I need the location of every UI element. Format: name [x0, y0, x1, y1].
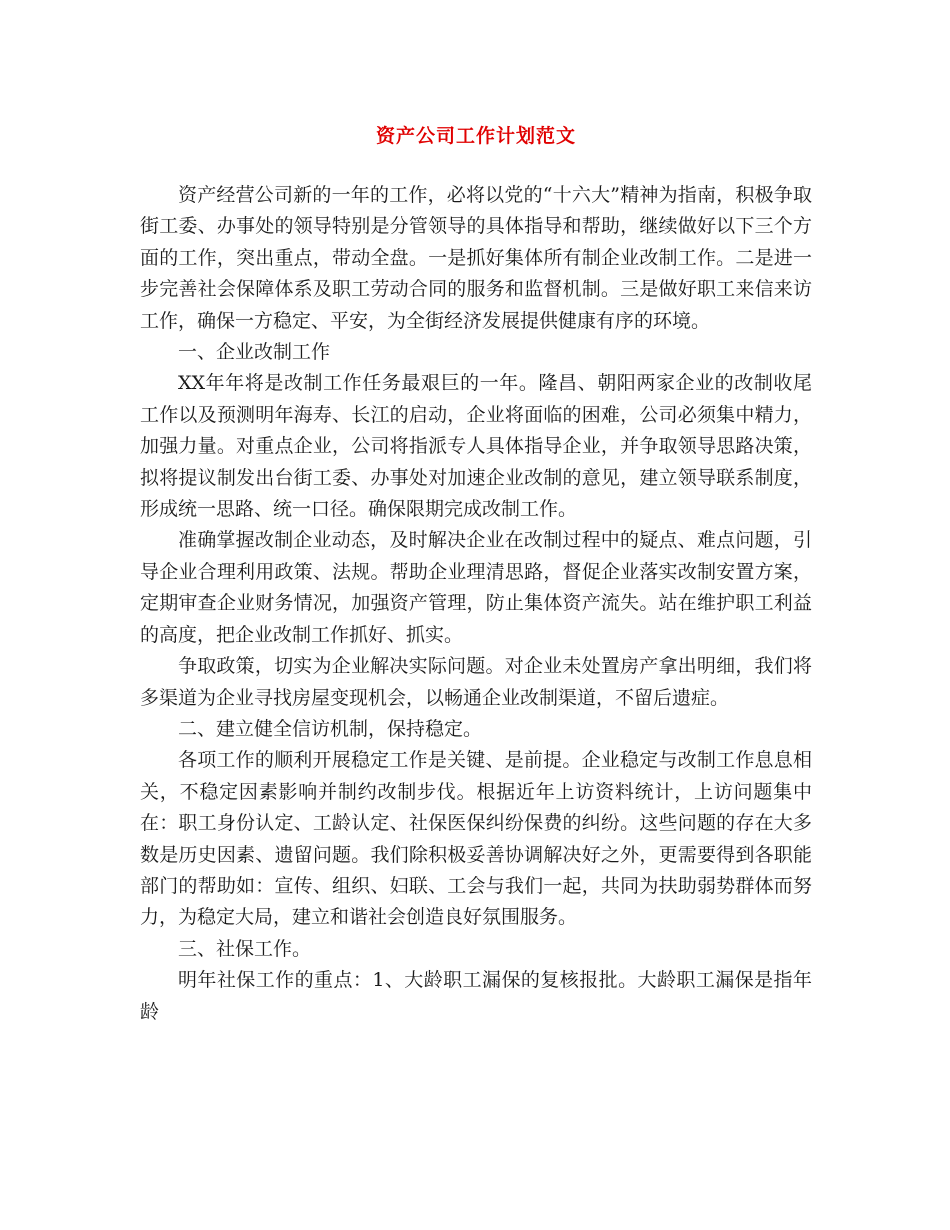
paragraph-reform-tasks: XX年年将是改制工作任务最艰巨的一年。隆昌、朝阳两家企业的改制收尾工作以及预测明年海寿、长江的启动，企业将面临的困难，公司必须集中精力，加强力量。对重点企业，公司将指派专人具体指导企业，并争取领导思路决策，拟将提议制发出台街工委、办事处对加速企业改制的意见，建立领导联系制度，形成统一思路、统一口径。确保限期完成改制工作。 — [140, 372, 812, 521]
document-body — [140, 180, 812, 1028]
document-title: 资产公司工作计划范文 — [375, 125, 576, 147]
paragraph-social-security-focus: 明年社保工作的重点：1、大龄职工漏保的复核报批。大龄职工漏保是指年龄 — [140, 969, 812, 1023]
section-heading-enterprise-reform: 一、企业改制工作 — [178, 341, 331, 364]
paragraph-policy: 争取政策，切实为企业解决实际问题。对企业未处置房产拿出明细，我们将多渠道为企业寻找房屋变现机会，以畅通企业改制渠道，不留后遗症。 — [140, 655, 812, 709]
section-heading-social-security: 三、社保工作。 — [178, 937, 312, 960]
paragraph-intro: 资产经营公司新的一年的工作，必将以党的“十六大”精神为指南，积极争取街工委、办事处的领导特别是分管领导的具体指导和帮助，继续做好以下三个方面的工作，突出重点，带动全盘。一是抓好集体所有制企业改制工作。二是进一步完善社会保障体系及职工劳动合同的服务和监督机制。三是做好职工来信来访工作，确保一方稳定、平安，为全街经济发展提供健康有序的环境。 — [140, 184, 812, 332]
section-heading-petition-mechanism: 二、建立健全信访机制，保持稳定。 — [178, 717, 483, 740]
paragraph-reform-dynamics: 准确掌握改制企业动态，及时解决企业在改制过程中的疑点、难点问题，引导企业合理利用政策、法规。帮助企业理清思路，督促企业落实改制安置方案，定期审查企业财务情况，加强资产管理，防止集体资产流失。站在维护职工利益的高度，把企业改制工作抓好、抓实。 — [140, 529, 812, 646]
paragraph-stability: 各项工作的顺利开展稳定工作是关键、是前提。企业稳定与改制工作息息相关，不稳定因素影响并制约改制步伐。根据近年上访资料统计，上访问题集中在：职工身份认定、工龄认定、社保医保纠纷保费的纠纷。这些问题的存在大多数是历史因素、遗留问题。我们除积极妥善协调解决好之外，更需要得到各职能部门的帮助如：宣传、组织、妇联、工会与我们一起，共同为扶助弱势群体而努力，为稳定大局，建立和谐社会创造良好氛围服务。 — [140, 749, 812, 929]
